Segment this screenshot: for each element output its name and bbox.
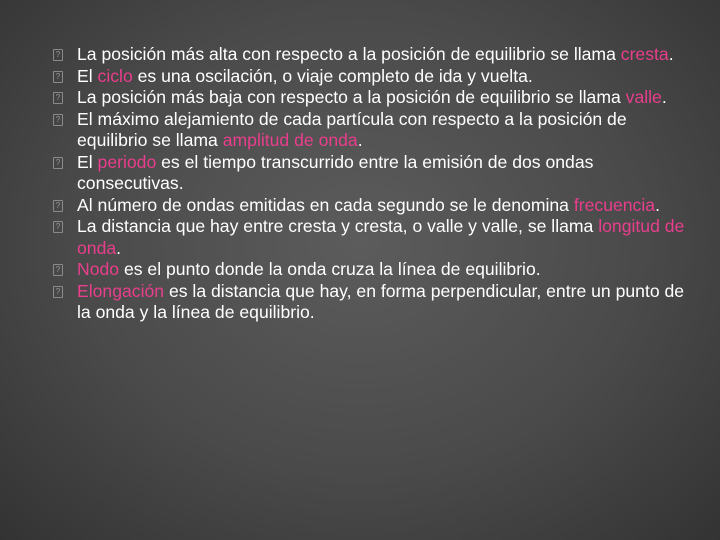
bullet-item [52,195,692,217]
bullet-text: es una oscilación, o viaje completo de ida y vuelta. [132,65,533,86]
bullet-marker-icon: ? [53,49,63,61]
bullet-item [52,66,692,88]
bullet-text: El [77,151,98,172]
bullet-text: . [655,194,660,215]
bullet-marker-icon: ? [53,92,63,104]
bullet-item [52,281,692,324]
bullet-marker-icon: ? [53,264,63,276]
bullet-item [52,44,692,66]
bullet-list [52,44,692,324]
bullet-text: La posición más baja con respecto a la posición de equilibrio se llama [77,87,626,107]
highlight-term: valle [625,87,662,107]
highlight-term: Nodo [77,259,120,279]
bullet-marker-icon: ? [53,114,63,126]
bullet-marker-icon: ? [53,221,63,233]
bullet-marker-icon: ? [53,286,63,298]
bullet-text: es el tiempo transcurrido entre la emisión de dos ondas consecutivas. [77,151,594,193]
bullet-item [52,152,692,195]
bullet-text: es el punto donde la onda cruza la línea de equilibrio. [119,259,541,279]
bullet-item [52,109,692,152]
highlight-term: cresta [620,44,669,64]
highlight-term: frecuencia [573,194,656,215]
bullet-text: es la distancia que hay, en forma perpendicular, entre un punto de la onda y la línea de equilibrio. [77,280,685,322]
bullet-item [52,87,692,109]
bullet-marker-icon: ? [53,157,63,169]
bullet-marker-icon: ? [53,200,63,212]
bullet-text: . [668,44,674,64]
bullet-text: . [661,87,667,107]
highlight-term: Elongación [77,280,165,301]
bullet-text: La distancia que hay entre cresta y cresta, o valle y valle, se llama [77,216,599,236]
highlight-term: periodo [97,151,157,172]
bullet-text: El máximo alejamiento de cada partícula con respecto a la posición de equilibrio se llama [77,108,627,150]
bullet-text: El [77,65,98,86]
bullet-text: . [116,237,122,258]
bullet-text: . [357,130,363,150]
highlight-term: longitud de onda [77,216,685,258]
bullet-text: Al número de ondas emitidas en cada segundo se le denomina [77,194,574,215]
bullet-item [52,216,692,259]
bullet-marker-icon: ? [53,71,63,83]
bullet-item [52,259,692,281]
highlight-term: amplitud de onda [222,130,358,150]
highlight-term: ciclo [97,65,133,86]
bullet-text: La posición más alta con respecto a la posición de equilibrio se llama [77,44,621,64]
